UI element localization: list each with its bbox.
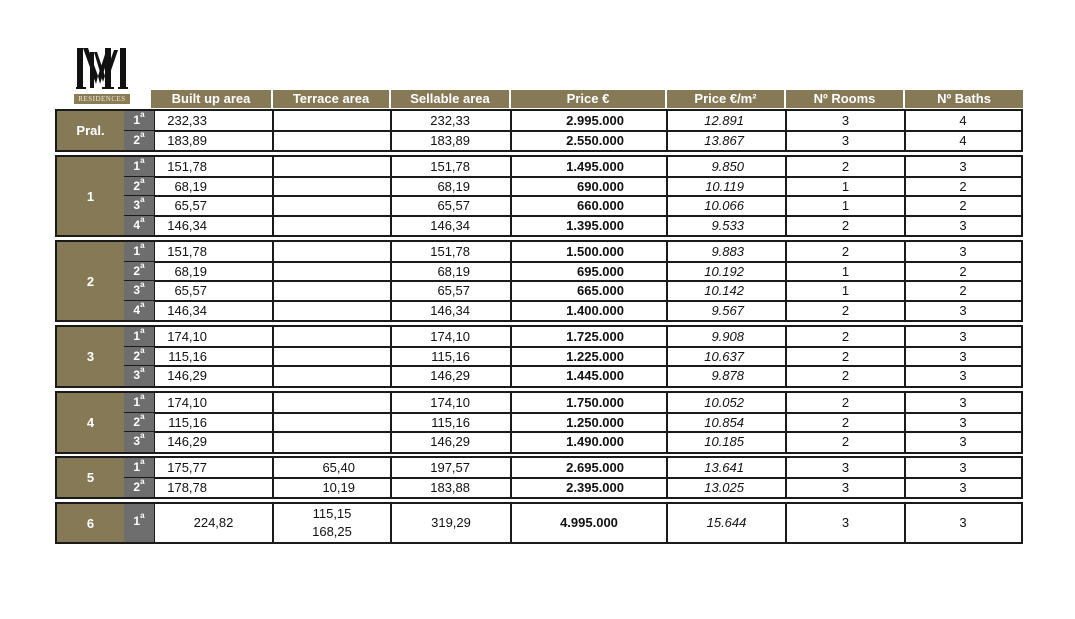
baths-cell: 3 xyxy=(959,159,967,174)
built-cell: 174,10 xyxy=(167,329,207,344)
baths-cell: 3 xyxy=(959,515,967,530)
table-row xyxy=(57,393,1021,413)
sellable-cell: 68,19 xyxy=(437,178,470,194)
ppm-cell: 9.850 xyxy=(711,159,744,174)
table-row xyxy=(57,504,1021,542)
baths-cell: 3 xyxy=(959,217,967,233)
floor-block xyxy=(55,109,1023,152)
built-cell: 146,29 xyxy=(167,368,207,383)
rooms-cell: 2 xyxy=(841,368,850,383)
table-row xyxy=(57,413,1021,433)
price-cell: 1.445.000 xyxy=(566,368,624,383)
brand-logo xyxy=(74,44,130,106)
sellable-cell: 68,19 xyxy=(437,263,470,279)
built-cell: 115,16 xyxy=(168,348,207,364)
unit-number: 1$^a$ xyxy=(124,458,154,478)
unit-number: 1$^a$ xyxy=(124,157,154,177)
ppm-cell: 9.567 xyxy=(711,302,744,318)
terrace-cell xyxy=(273,157,391,177)
rooms-cell: 3 xyxy=(841,460,850,475)
ppm-cell: 9.908 xyxy=(711,329,744,344)
built-cell: 178,78 xyxy=(167,479,207,495)
mm-monogram-icon xyxy=(76,46,128,90)
sellable-cell: 183,89 xyxy=(430,132,470,148)
built-cell: 151,78 xyxy=(167,244,207,259)
built-cell: 174,10 xyxy=(167,395,207,410)
table-row xyxy=(57,216,1021,236)
baths-cell: 3 xyxy=(959,302,967,318)
unit-number: 3$^a$ xyxy=(124,281,154,301)
table-row xyxy=(57,327,1021,347)
unit-number: 1$^a$ xyxy=(124,327,154,347)
unit-number: 2$^a$ xyxy=(124,262,154,282)
rooms-cell: 3 xyxy=(841,132,850,148)
ppm-cell: 9.883 xyxy=(711,244,744,259)
price-cell: 1.225.000 xyxy=(566,348,624,364)
built-cell: 232,33 xyxy=(167,113,207,128)
unit-number: 3$^a$ xyxy=(124,366,154,386)
rooms-cell: 2 xyxy=(841,217,850,233)
ppm-cell: 10.185 xyxy=(704,434,744,449)
sellable-cell: 146,29 xyxy=(430,368,470,383)
unit-number: 2$^a$ xyxy=(124,413,154,433)
baths-cell: 3 xyxy=(959,348,967,364)
rooms-cell: 2 xyxy=(841,395,850,410)
rooms-cell: 3 xyxy=(841,479,850,495)
floor-block xyxy=(55,325,1023,388)
unit-number: 3$^a$ xyxy=(124,196,154,216)
built-cell: 146,34 xyxy=(167,217,207,233)
floor-block xyxy=(55,456,1023,499)
table-row xyxy=(57,347,1021,367)
sellable-cell: 146,34 xyxy=(430,217,470,233)
brand-subtitle: RESIDENCES xyxy=(74,94,130,104)
ppm-cell: 13.025 xyxy=(704,479,744,495)
sellable-cell: 319,29 xyxy=(431,515,471,530)
terrace-cell xyxy=(273,366,391,386)
built-cell: 68,19 xyxy=(174,263,207,279)
rooms-cell: 1 xyxy=(841,283,850,298)
floor-label: 2 xyxy=(57,242,124,320)
unit-number: 1 a xyxy=(124,504,154,542)
table-row xyxy=(57,262,1021,282)
table-row xyxy=(57,111,1021,131)
baths-cell: 3 xyxy=(959,434,967,449)
price-cell: 4.995.000 xyxy=(560,515,618,530)
table-row xyxy=(57,157,1021,177)
header-price-per-m2: Price €/m² xyxy=(667,90,784,108)
ppm-cell: 12.891 xyxy=(704,113,744,128)
built-cell: 115,16 xyxy=(168,414,207,430)
price-cell: 1.400.000 xyxy=(566,302,624,318)
ppm-cell: 10.854 xyxy=(704,414,744,430)
sellable-cell: 174,10 xyxy=(430,329,470,344)
floor-label: 5 xyxy=(57,458,124,497)
built-cell: 146,34 xyxy=(167,302,207,318)
unit-number: 1$^a$ xyxy=(124,242,154,262)
sellable-cell: 115,16 xyxy=(431,348,470,364)
built-cell: 224,82 xyxy=(193,515,234,530)
baths-cell: 3 xyxy=(959,479,967,495)
table-row xyxy=(57,242,1021,262)
sellable-cell: 232,33 xyxy=(430,113,470,128)
ppm-cell: 10.142 xyxy=(704,283,744,298)
price-cell: 660.000 xyxy=(577,198,624,213)
built-cell: 68,19 xyxy=(174,178,207,194)
sellable-cell: 146,29 xyxy=(430,434,470,449)
table-row xyxy=(57,196,1021,216)
baths-cell: 3 xyxy=(959,414,967,430)
built-cell: 65,57 xyxy=(174,198,207,213)
terrace-cell xyxy=(273,327,391,347)
rooms-cell: 3 xyxy=(841,515,850,530)
terrace-cell xyxy=(273,216,391,236)
table-row xyxy=(57,478,1021,498)
terrace-cell xyxy=(273,281,391,301)
ppm-cell: 10.066 xyxy=(704,198,744,213)
floor-block xyxy=(55,391,1023,454)
sellable-cell: 174,10 xyxy=(430,395,470,410)
baths-cell: 3 xyxy=(959,395,967,410)
header-terrace-area: Terrace area xyxy=(273,90,389,108)
floor-label: 6 xyxy=(57,504,124,542)
terrace-cell xyxy=(273,262,391,282)
unit-number: 4$^a$ xyxy=(124,216,154,236)
terrace-cell xyxy=(273,177,391,197)
terrace-cell xyxy=(273,301,391,321)
terrace-cell: 65,40 xyxy=(322,460,355,475)
price-cell: 2.995.000 xyxy=(566,113,624,128)
sellable-cell: 65,57 xyxy=(437,283,470,298)
rooms-cell: 2 xyxy=(841,414,850,430)
rooms-cell: 2 xyxy=(841,434,850,449)
table-row xyxy=(57,131,1021,151)
floor-label: 1 xyxy=(57,157,124,235)
baths-cell: 2 xyxy=(959,198,967,213)
baths-cell: 2 xyxy=(959,178,967,194)
rooms-cell: 1 xyxy=(841,198,850,213)
terrace-cell xyxy=(273,347,391,367)
sellable-cell: 115,16 xyxy=(431,414,470,430)
built-cell: 146,29 xyxy=(167,434,207,449)
floor-block xyxy=(55,502,1023,544)
price-cell: 1.490.000 xyxy=(566,434,624,449)
price-cell: 695.000 xyxy=(577,263,624,279)
table-row xyxy=(57,177,1021,197)
sellable-cell: 146,34 xyxy=(430,302,470,318)
unit-number: 2$^a$ xyxy=(124,131,154,151)
baths-cell: 2 xyxy=(959,263,967,279)
baths-cell: 3 xyxy=(959,244,967,259)
rooms-cell: 3 xyxy=(841,113,850,128)
sellable-cell: 183,88 xyxy=(430,479,470,495)
rooms-cell: 2 xyxy=(841,329,850,344)
ppm-cell: 10.119 xyxy=(705,178,744,194)
rooms-cell: 2 xyxy=(841,244,850,259)
unit-number: 4$^a$ xyxy=(124,301,154,321)
floor-block xyxy=(55,155,1023,237)
terrace-cell xyxy=(273,413,391,433)
price-cell: 1.395.000 xyxy=(566,217,624,233)
price-cell: 2.550.000 xyxy=(566,132,624,148)
sellable-cell: 151,78 xyxy=(430,159,470,174)
terrace-cell: 10,19 xyxy=(322,479,355,495)
header-baths: Nº Baths xyxy=(905,90,1023,108)
rooms-cell: 1 xyxy=(841,178,850,194)
baths-cell: 3 xyxy=(959,460,967,475)
floor-label: 3 xyxy=(57,327,124,386)
terrace-cell xyxy=(273,131,391,151)
baths-cell: 2 xyxy=(959,283,967,298)
terrace-area-cell: 115,15 168,25 xyxy=(312,506,352,539)
price-cell: 1.725.000 xyxy=(566,329,624,344)
header-rooms: Nº Rooms xyxy=(786,90,903,108)
rooms-cell: 2 xyxy=(841,348,850,364)
table-row xyxy=(57,301,1021,321)
built-cell: 151,78 xyxy=(167,159,207,174)
price-cell: 1.250.000 xyxy=(566,414,624,430)
built-cell: 183,89 xyxy=(167,132,207,148)
price-cell: 690.000 xyxy=(577,178,624,194)
baths-cell: 4 xyxy=(959,113,967,128)
floor-block xyxy=(55,240,1023,322)
floor-label: 4 xyxy=(57,393,124,452)
terrace-cell xyxy=(273,432,391,452)
baths-cell: 3 xyxy=(959,368,967,383)
ppm-cell: 10.052 xyxy=(704,395,744,410)
ppm-cell: 10.637 xyxy=(704,348,744,364)
sellable-cell: 65,57 xyxy=(437,198,470,213)
terrace-cell xyxy=(273,393,391,413)
rooms-cell: 2 xyxy=(841,302,850,318)
terrace-cell xyxy=(273,196,391,216)
price-cell: 2.395.000 xyxy=(566,479,624,495)
ppm-cell: 15.644 xyxy=(706,515,747,530)
baths-cell: 4 xyxy=(959,132,967,148)
unit-number: 2$^a$ xyxy=(124,478,154,498)
price-cell: 1.750.000 xyxy=(566,395,624,410)
ppm-cell: 9.533 xyxy=(711,217,744,233)
header-price: Price € xyxy=(511,90,665,108)
header-built-up-area: Built up area xyxy=(151,90,271,108)
ppm-cell: 13.641 xyxy=(704,460,744,475)
price-cell: 1.500.000 xyxy=(566,244,624,259)
price-cell: 2.695.000 xyxy=(566,460,624,475)
table-row xyxy=(57,458,1021,478)
unit-number: 1$^a$ xyxy=(124,111,154,131)
price-cell: 665.000 xyxy=(577,283,624,298)
unit-number: 2$^a$ xyxy=(124,177,154,197)
price-cell: 1.495.000 xyxy=(566,159,624,174)
unit-number: 1$^a$ xyxy=(124,393,154,413)
terrace-cell xyxy=(273,242,391,262)
terrace-cell xyxy=(273,111,391,131)
ppm-cell: 9.878 xyxy=(711,368,744,383)
rooms-cell: 1 xyxy=(841,263,850,279)
table-row xyxy=(57,366,1021,386)
rooms-cell: 2 xyxy=(841,159,850,174)
ppm-cell: 10.192 xyxy=(704,263,744,279)
sellable-cell: 197,57 xyxy=(430,460,470,475)
floor-label: Pral. xyxy=(57,111,124,150)
table-row xyxy=(57,432,1021,452)
header-sellable-area: Sellable area xyxy=(391,90,509,108)
built-cell: 175,77 xyxy=(167,460,207,475)
unit-number: 2$^a$ xyxy=(124,347,154,367)
table-row xyxy=(57,281,1021,301)
unit-number: 3$^a$ xyxy=(124,432,154,452)
built-cell: 65,57 xyxy=(174,283,207,298)
baths-cell: 3 xyxy=(959,329,967,344)
ppm-cell: 13.867 xyxy=(704,132,744,148)
sellable-cell: 151,78 xyxy=(430,244,470,259)
